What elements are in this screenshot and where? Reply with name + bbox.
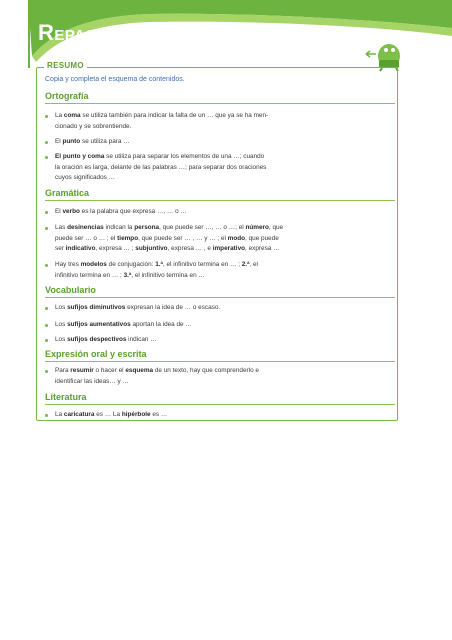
section-rule bbox=[45, 361, 395, 362]
section-title: Literatura bbox=[45, 392, 87, 402]
summary-tab: RESUMO bbox=[44, 61, 87, 70]
list-item: Los sufijos aumentativos aportan la idea de … bbox=[55, 321, 192, 328]
bullet-icon bbox=[45, 264, 48, 267]
bullet-icon bbox=[45, 156, 48, 159]
list-item: El punto y coma se utiliza para separar los elementos de una …; cuando la oración es larga, delante de las palabras …; para separar dos oraciones cuyos significados … bbox=[55, 153, 267, 182]
list-item: El verbo es la palabra que expresa …, … o … bbox=[55, 208, 187, 215]
bullet-icon bbox=[45, 227, 48, 230]
bullet-icon bbox=[45, 339, 48, 342]
section-rule bbox=[45, 297, 395, 298]
list-item: Los sufijos despectivos indican … bbox=[55, 336, 157, 343]
bullet-icon bbox=[45, 324, 48, 327]
section-title: Expresión oral y escrita bbox=[45, 349, 147, 359]
list-item: La coma se utiliza también para indicar la falta de un … que ya se ha men- cionado y se sobrentiende. bbox=[55, 112, 269, 130]
list-item: Hay tres modelos de conjugación: 1.ª, el infinitivo termina en … ; 2.ª, el infinitivo termina en … ; 3.ª, el infinitivo termina en … bbox=[55, 261, 258, 279]
title-rest: EPASO DE LA UNIDAD bbox=[54, 27, 226, 44]
list-item: La caricatura es … La hipérbole es … bbox=[55, 411, 168, 418]
section-rule bbox=[45, 200, 395, 201]
list-item: Los sufijos diminutivos expresan la idea de … o escaso. bbox=[55, 304, 221, 311]
page-title bbox=[38, 20, 226, 46]
section-rule bbox=[45, 404, 395, 405]
bullet-icon bbox=[45, 307, 48, 310]
bullet-icon bbox=[45, 141, 48, 144]
list-item: Para resumir o hacer el esquema de un texto, hay que comprenderlo e identificar las ideas… y … bbox=[55, 367, 259, 385]
list-item: Las desinencias indican la persona, que puede ser …, … o …; el número, que puede ser … o … ; el tiempo, que puede ser … , … y … ; el modo, que puede ser indicativo, expresa … ; subjuntivo, expresa … , e imperativo, expresa … bbox=[55, 224, 284, 253]
section-rule bbox=[45, 103, 395, 104]
bullet-icon bbox=[45, 414, 48, 417]
title-initial: R bbox=[38, 20, 55, 45]
section-title: Ortografía bbox=[45, 91, 89, 101]
bullet-icon bbox=[45, 211, 48, 214]
bullet-icon bbox=[45, 115, 48, 118]
section-title: Gramática bbox=[45, 188, 90, 198]
section-title: Vocabulario bbox=[45, 285, 96, 295]
bullet-icon bbox=[45, 370, 48, 373]
summary-intro: Copia y completa el esquema de contenidos. bbox=[45, 76, 185, 83]
list-item: El punto se utiliza para … bbox=[55, 138, 130, 145]
